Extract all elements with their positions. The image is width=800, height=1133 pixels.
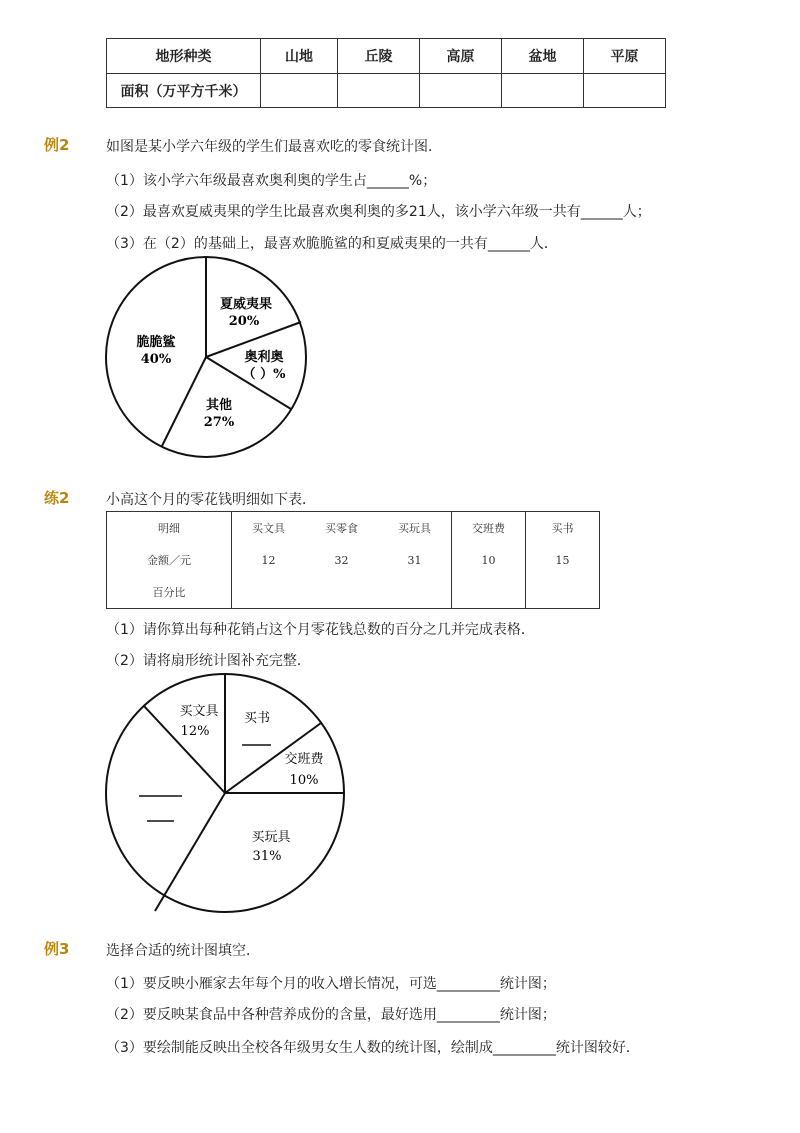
allowance-header-cell: 买文具 [232,512,306,545]
allowance-percent-cell[interactable] [526,576,600,609]
allowance-header-cell: 交班费 [452,512,526,545]
allowance-amount-cell: 31 [407,553,422,567]
practice-2-question-1: （1）请你算出每种花销占这个月零花钱总数的百分之几并完成表格． [106,622,535,638]
example-3-question-2: （2）要反映某食品中各种营养成份的含量，最好选用_________统计图； [106,1007,556,1023]
terrain-header-cell: 丘陵 [338,39,420,74]
allowance-pie-value-stationery: 12% [180,724,210,739]
allowance-pie-chart [106,674,344,912]
allowance-pie-divider [155,793,225,911]
terrain-area-label: 面积（万平方千米） [107,74,261,108]
example-2-tag: 例2 [44,136,70,154]
terrain-header-cell: 地形种类 [107,39,261,74]
allowance-pie-value-class-fee: 10% [289,773,319,788]
snack-pie-value-oreo: （ ）% [242,367,286,382]
allowance-header-cell: 买书 [526,512,600,545]
example-3-question-3: （3）要绘制能反映出全校各年级男女生人数的统计图，绘制成_________统计图较好． [106,1040,640,1056]
practice-2-intro: 小高这个月的零花钱明细如下表． [106,492,316,508]
allowance-header-cell: 买零食 [325,522,358,535]
allowance-pie-label-class-fee: 交班费 [284,752,324,767]
example-2-intro: 如图是某小学六年级的学生们最喜欢吃的零食统计图． [106,139,442,155]
example-2-question-1: （1）该小学六年级最喜欢奥利奥的学生占______%； [106,173,437,189]
snack-pie-label-oreo: 奥利奥 [244,350,284,365]
allowance-header-cell: 明细 [158,522,180,535]
example-3-tag: 例3 [44,940,70,958]
snack-pie-label-crisp: 脆脆鲨 [136,335,176,350]
terrain-header-cell: 山地 [261,39,338,74]
terrain-header-cell: 高原 [420,39,502,74]
snack-pie-chart [106,257,306,457]
allowance-percent-cell[interactable] [378,576,452,609]
allowance-pie-value-toys: 31% [252,849,282,864]
terrain-header-cell: 平原 [584,39,666,74]
snack-pie-value-other: 27% [203,415,235,430]
snack-pie-label-other: 其他 [205,398,233,413]
terrain-header-cell: 盆地 [502,39,584,74]
practice-2-tag: 练2 [44,489,70,507]
allowance-pie-label-toys: 买玩具 [251,830,291,845]
example-3-question-1: （1）要反映小雁家去年每个月的收入增长情况，可选_________统计图； [106,976,556,992]
snack-pie-label-hawaii: 夏威夷果 [219,297,273,312]
snack-pie-divider [162,357,206,446]
allowance-header-cell: 买玩具 [398,522,431,535]
practice-2-question-2: （2）请将扇形统计图补充完整． [106,653,311,669]
example-2-question-3: （3）在（2）的基础上，最喜欢脆脆鲨的和夏威夷果的一共有______人． [106,236,558,252]
snack-pie-value-crisp: 40% [140,352,172,367]
snack-pie-value-hawaii: 20% [228,314,260,329]
allowance-percent-cell[interactable] [232,576,306,609]
allowance-percent-cell[interactable] [452,576,526,609]
example-3-intro: 选择合适的统计图填空． [106,943,260,959]
allowance-percent-cell[interactable] [305,576,378,609]
allowance-pie-label-stationery: 买文具 [179,704,219,719]
example-2-question-2: （2）最喜欢夏威夷果的学生比最喜欢奥利奥的多21人，该小学六年级一共有______人； [106,204,651,220]
allowance-pie-label-books: 买书 [243,711,271,726]
allowance-amount-cell: 32 [334,553,349,567]
allowance-percent-label: 百分比 [152,586,186,599]
allowance-pie-divider [144,706,225,793]
allowance-table [106,511,600,609]
allowance-amount-label: 金额／元 [147,554,191,567]
allowance-amount-cell: 15 [526,544,600,576]
allowance-amount-cell: 10 [452,544,526,576]
allowance-amount-cell: 12 [232,544,306,576]
